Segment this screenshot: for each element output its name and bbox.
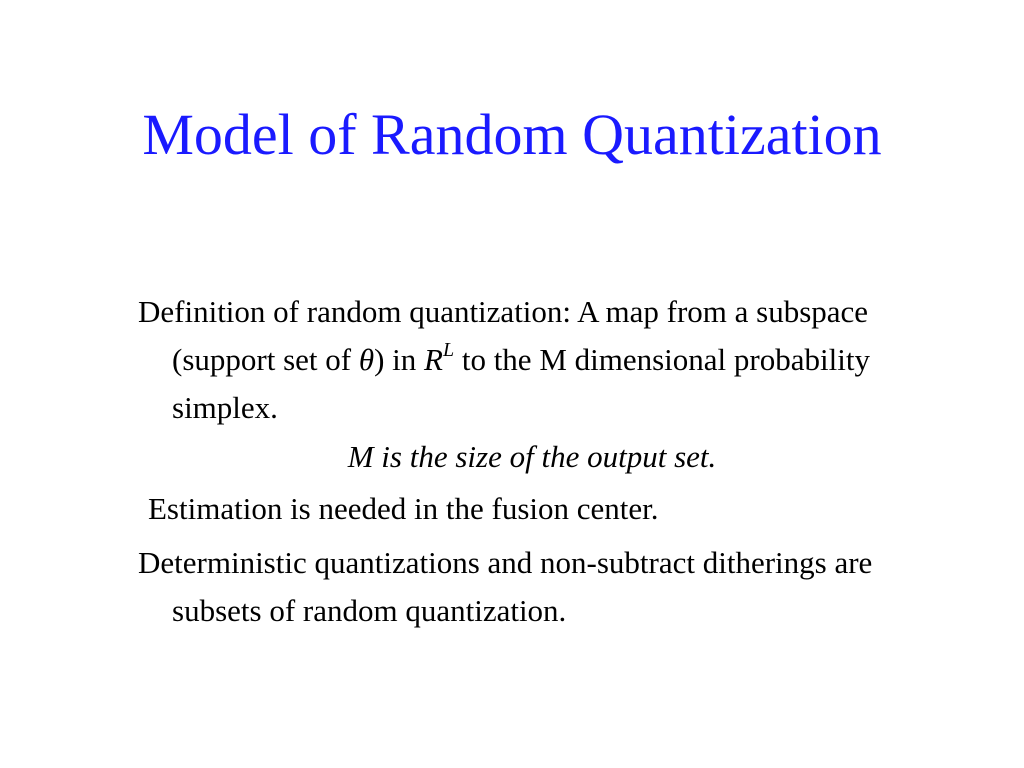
definition-text-b: ) in (374, 342, 425, 377)
slide-title: Model of Random Quantization (142, 102, 882, 167)
definition-text-c: to the M dimensional probability simplex. (172, 342, 870, 425)
theta-symbol: θ (358, 342, 375, 377)
definition-text-a: Definition of random quantization: A map from a subspace (support set of (138, 294, 869, 377)
estimation-paragraph: Estimation is needed in the fusion center. (148, 491, 659, 526)
slide-body (138, 288, 958, 635)
definition-paragraph (138, 288, 958, 432)
l-superscript: L (442, 338, 455, 361)
output-set-note: M is the size of the output set. (347, 439, 717, 474)
r-symbol: R (424, 342, 443, 377)
deterministic-paragraph: Deterministic quantizations and non-subtract ditherings are subsets of random quantization. (138, 545, 873, 628)
